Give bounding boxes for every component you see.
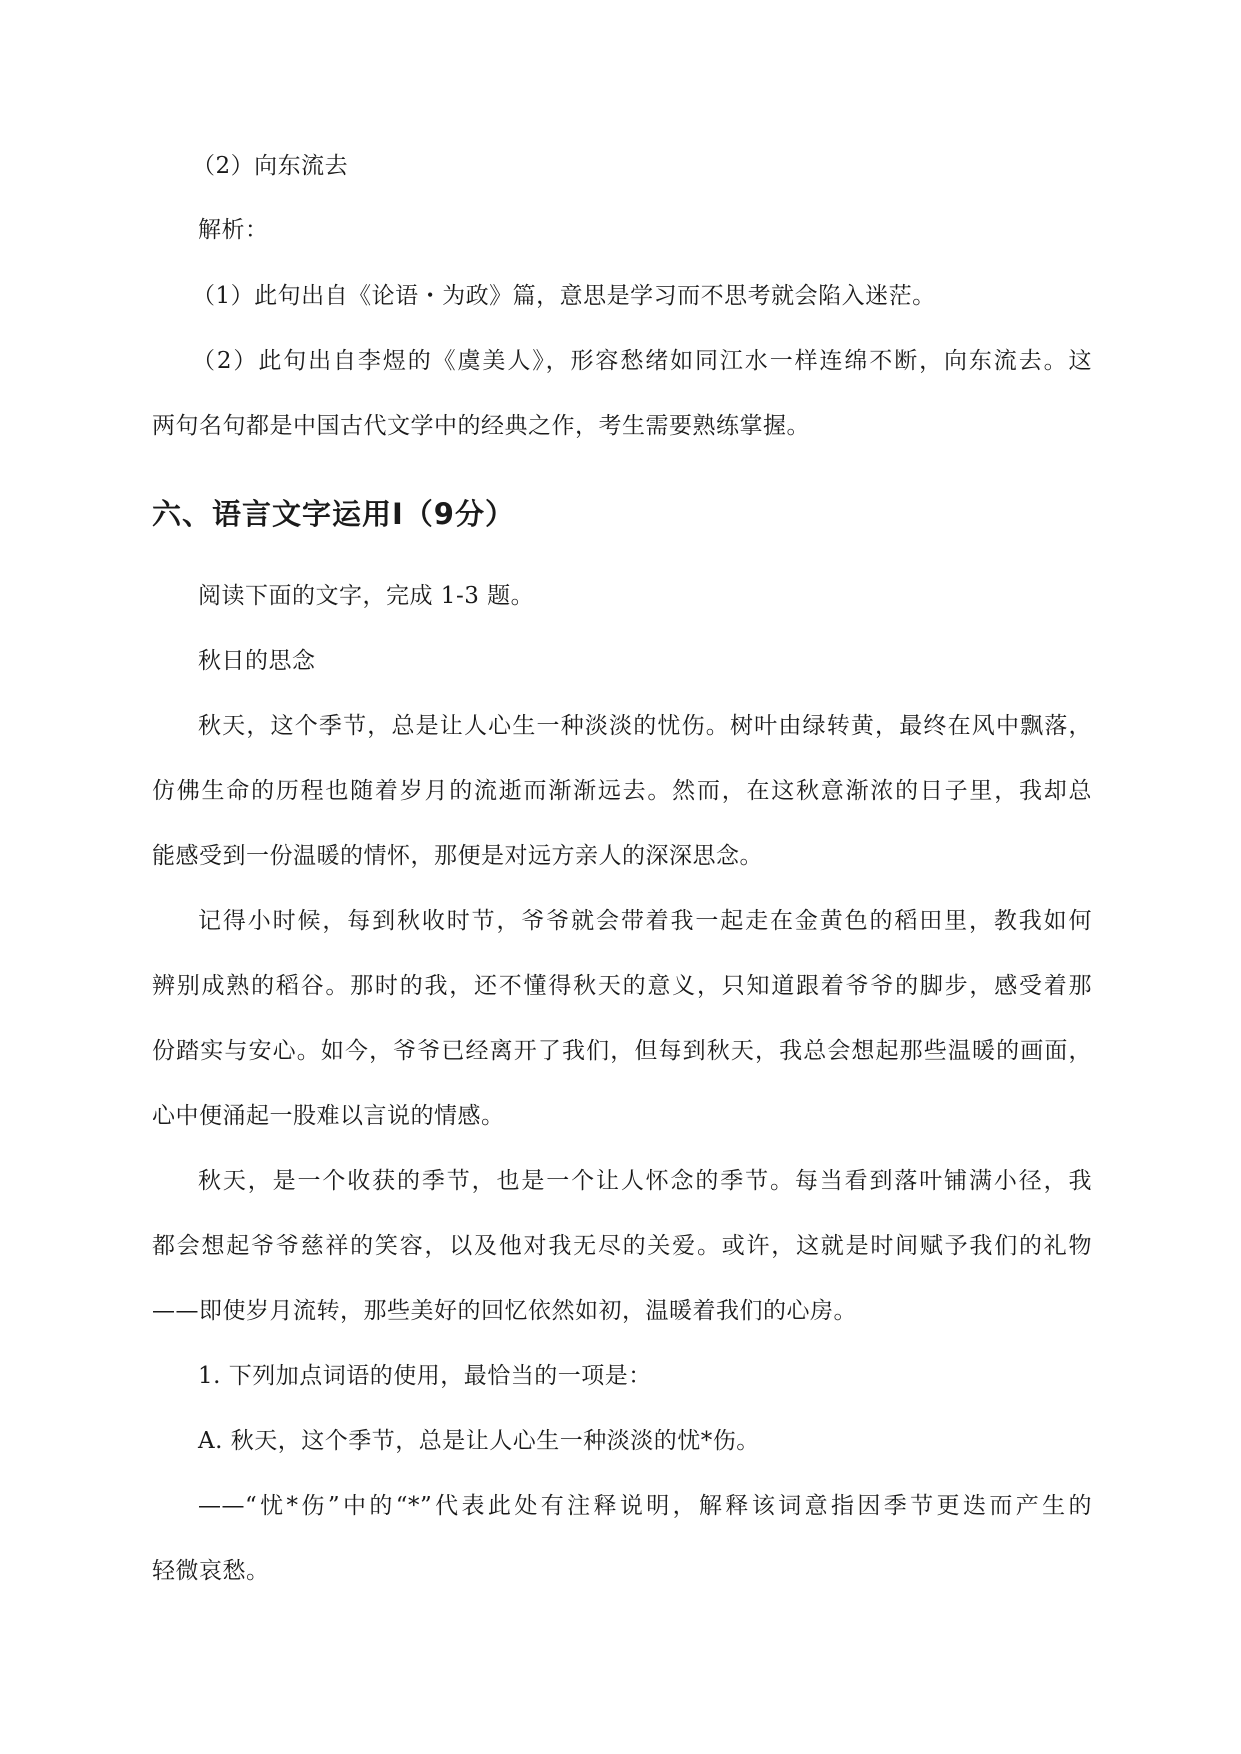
- analysis-1: （1）此句出自《论语・为政》篇，意思是学习而不思考就会陷入迷茫。: [192, 283, 936, 309]
- question-1-note-line-2: 轻微哀愁。: [152, 1558, 270, 1584]
- section-heading: 六、语言文字运用Ⅰ（9分）: [152, 497, 515, 531]
- passage-p2-line-4: 心中便涌起一股难以言说的情感。: [152, 1103, 505, 1129]
- passage-p3-line-1: 秋天，是一个收获的季节，也是一个让人怀念的季节。每当看到落叶铺满小径，我: [198, 1168, 1092, 1194]
- analysis-label: 解析：: [198, 217, 269, 243]
- passage-p1-line-2: 仿佛生命的历程也随着岁月的流逝而渐渐远去。然而，在这秋意渐浓的日子里，我却总: [152, 778, 1092, 804]
- passage-p1-line-3: 能感受到一份温暖的情怀，那便是对远方亲人的深深思念。: [152, 843, 763, 869]
- question-1-note-line-1: ——“忧*伤”中的“*”代表此处有注释说明，解释该词意指因季节更迭而产生的: [198, 1493, 1092, 1519]
- answer-2: （2）向东流去: [192, 153, 349, 179]
- analysis-2-line-1: （2）此句出自李煜的《虞美人》，形容愁绪如同江水一样连绵不断，向东流去。这: [192, 348, 1092, 374]
- question-1-option-a: A. 秋天，这个季节，总是让人心生一种淡淡的忧*伤。: [198, 1428, 760, 1454]
- section-instruction: 阅读下面的文字，完成 1-3 题。: [198, 583, 535, 609]
- passage-p2-line-2: 辨别成熟的稻谷。那时的我，还不懂得秋天的意义，只知道跟着爷爷的脚步，感受着那: [152, 973, 1092, 999]
- passage-p2-line-3: 份踏实与安心。如今，爷爷已经离开了我们，但每到秋天，我总会想起那些温暖的画面，: [152, 1038, 1092, 1064]
- passage-title: 秋日的思念: [198, 648, 316, 674]
- passage-p3-line-2: 都会想起爷爷慈祥的笑容，以及他对我无尽的关爱。或许，这就是时间赋予我们的礼物: [152, 1233, 1092, 1259]
- passage-p1-line-1: 秋天，这个季节，总是让人心生一种淡淡的忧伤。树叶由绿转黄，最终在风中飘落，: [198, 713, 1092, 739]
- passage-p3-line-3: ——即使岁月流转，那些美好的回忆依然如初，温暖着我们的心房。: [152, 1298, 857, 1324]
- passage-p2-line-1: 记得小时候，每到秋收时节，爷爷就会带着我一起走在金黄色的稻田里，教我如何: [198, 908, 1092, 934]
- analysis-2-line-2: 两句名句都是中国古代文学中的经典之作，考生需要熟练掌握。: [152, 413, 810, 439]
- question-1-stem: 1. 下列加点词语的使用，最恰当的一项是：: [198, 1363, 652, 1389]
